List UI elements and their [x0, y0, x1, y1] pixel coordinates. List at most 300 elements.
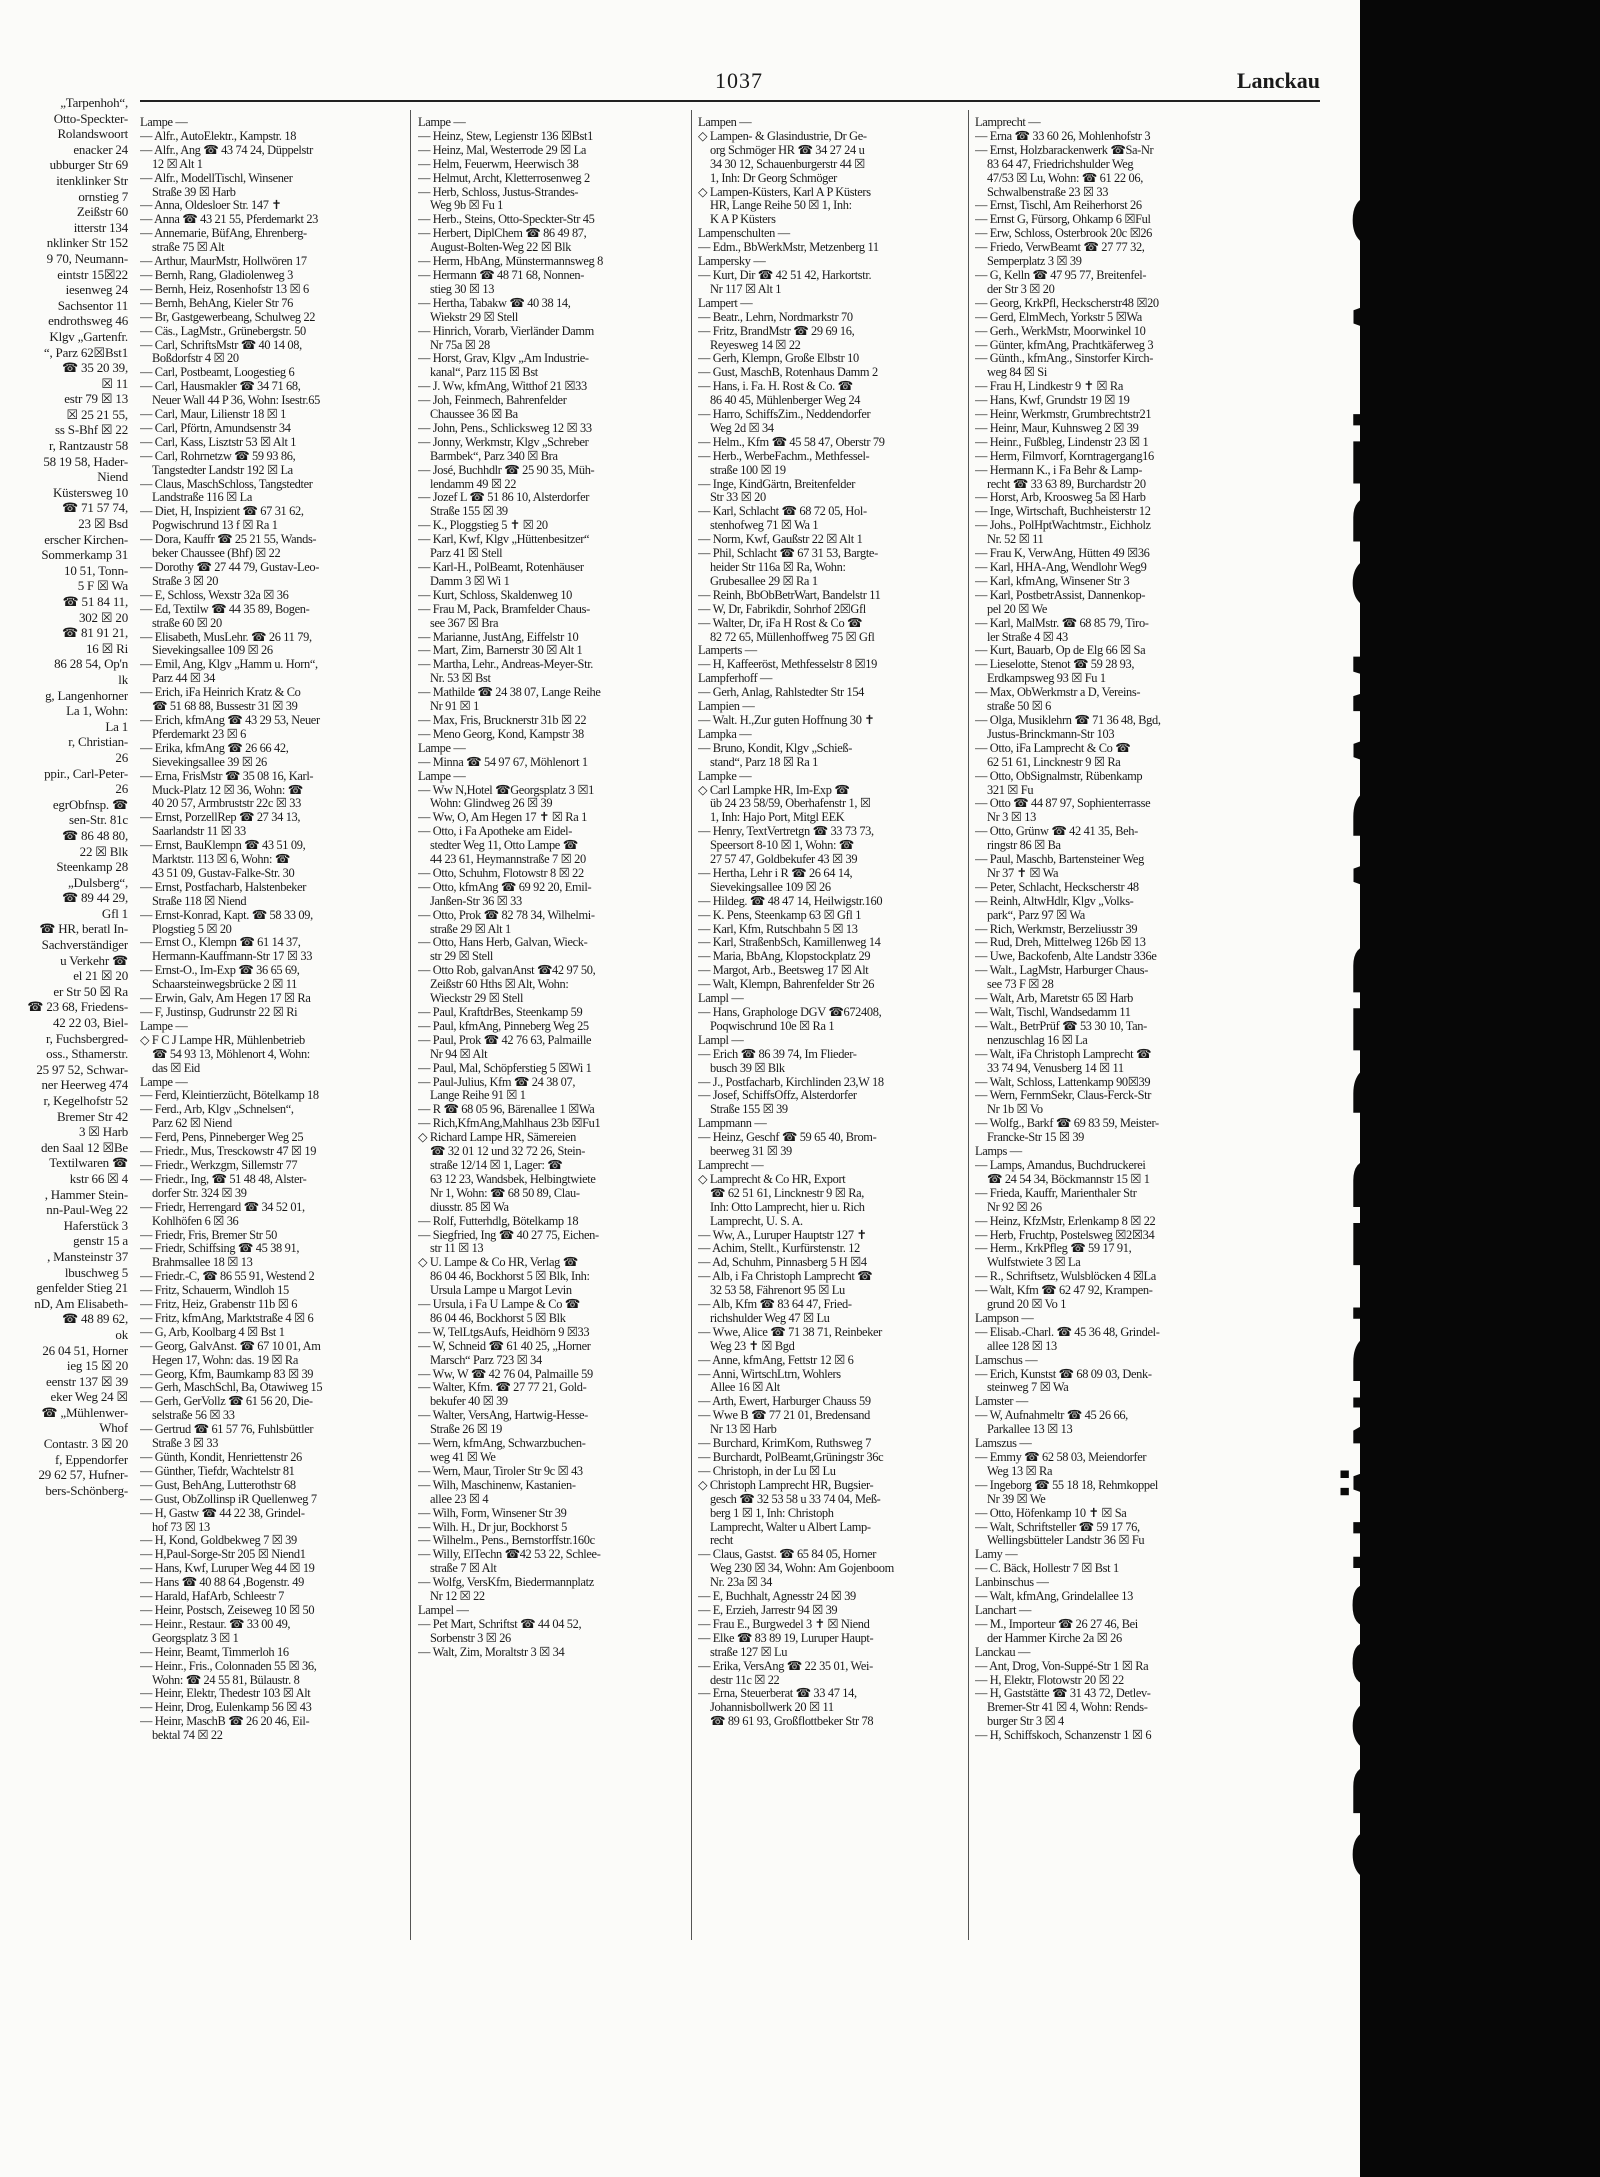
- directory-entry-line: — Frau H, Lindkestr 9 ✝ ☒ Ra: [975, 380, 1123, 394]
- directory-entry-line: — Günth, Kondit, Henriettenstr 26: [140, 1451, 302, 1464]
- directory-entry-line: — Emmy ☎ 62 58 03, Meiendorfer: [975, 1451, 1147, 1464]
- directory-entry-line: — Bernh, BehAng, Kieler Str 76: [140, 296, 293, 310]
- directory-entry-line: — Paul, Prok ☎ 42 76 63, Palmaille: [418, 1033, 592, 1047]
- directory-entry-line: — Ingeborg ☎ 55 18 18, Rehmkoppel: [975, 1478, 1158, 1492]
- surname-heading: Lampka —: [698, 727, 752, 741]
- edge-text-line: Niend: [97, 469, 128, 485]
- directory-entry-line: — Helm, Feuerwm, Heerwisch 38: [418, 157, 579, 171]
- directory-entry-line: 86 04 46, Bockhorst 5 ☒ Blk, Inh:: [430, 1270, 590, 1284]
- directory-entry-line: der Hammer Kirche 2a ☒ 26: [987, 1631, 1122, 1645]
- directory-entry-line: Wohn: Glindweg 26 ☒ 39: [430, 797, 553, 811]
- edge-text-line: La 1: [105, 718, 128, 734]
- directory-entry-line: 321 ☒ Fu: [987, 783, 1034, 797]
- running-head: Lanckau: [1236, 68, 1320, 93]
- edge-text-line: ☒ 25 21 55,: [66, 406, 128, 422]
- edge-text-line: itenklinker Str: [56, 172, 128, 188]
- directory-entry-line: — Karl, Kwf, Klgv „Hüttenbesitzer“: [418, 533, 590, 547]
- directory-entry-line: — Karl, Kfm, Rutschbahn 5 ☒ 13: [698, 922, 858, 936]
- directory-entry-line: Nr. 52 ☒ 11: [987, 533, 1044, 547]
- edge-text-line: Rolandswoort: [57, 126, 128, 142]
- directory-entry-line: Schwalbenstraße 23 ☒ 33: [987, 185, 1109, 199]
- surname-heading: Lamy —: [975, 1548, 1018, 1562]
- edge-text-line: 23 ☒ Bsd: [78, 516, 128, 532]
- directory-entry-line: Damm 3 ☒ Wi 1: [430, 574, 510, 588]
- edge-text-line: ☎ 48 89 62,: [62, 1311, 128, 1327]
- directory-entry-line: — Ed, Textilw ☎ 44 35 89, Bogen-: [140, 602, 310, 616]
- directory-entry-line: Nr 75a ☒ 28: [430, 338, 490, 352]
- directory-entry-line: bektal 74 ☒ 22: [152, 1729, 223, 1743]
- edge-text-line: Bremer Str 42: [56, 1108, 128, 1124]
- directory-entry-line: — Elisabeth, MusLehr. ☎ 26 11 79,: [140, 630, 312, 644]
- directory-entry-line: straße 12/14 ☒ 1, Lager: ☎: [430, 1158, 563, 1172]
- directory-entry-line: Parz 62 ☒ Niend: [152, 1117, 232, 1131]
- directory-entry-line: — Peter, Schlacht, Heckscherstr 48: [975, 880, 1139, 894]
- edge-text-line: Küstersweg 10: [52, 484, 128, 500]
- directory-entry-line: Parz 44 ☒ 34: [152, 672, 215, 686]
- edge-text-line: ok: [115, 1326, 128, 1342]
- scan-border: [1360, 0, 1600, 2177]
- edge-text-line: 302 ☒ 20: [78, 609, 128, 625]
- directory-entry-line: — Walt, kfmAng, Grindelallee 13: [975, 1590, 1133, 1604]
- directory-entry-line: lendamm 49 ☒ 22: [430, 477, 517, 491]
- directory-entry-line: — Carl, Postbeamt, Loogestieg 6: [140, 366, 295, 380]
- edge-text-line: sen-Str. 81c: [69, 812, 128, 828]
- directory-entry-line: Brahmsallee 18 ☒ 13: [152, 1256, 253, 1270]
- directory-entry-line: str 11 ☒ 13: [430, 1242, 484, 1256]
- edge-text-line: ☎ 51 84 11,: [62, 594, 128, 609]
- directory-entry-line: — Hermann ☎ 48 71 68, Nonnen-: [418, 268, 584, 282]
- edge-text-line: iesenweg 24: [65, 282, 128, 298]
- directory-entry-line: Ursula Lampe u Margot Levin: [430, 1284, 572, 1298]
- directory-entry-line: — Ernst-Konrad, Kapt. ☎ 58 33 09,: [140, 908, 313, 922]
- directory-entry-line: Lamprecht, Walter u Albert Lamp-: [710, 1520, 871, 1534]
- directory-entry-line: — Hans, i. Fa. H. Rost & Co. ☎: [698, 380, 853, 394]
- directory-entry-line: — Ww, A., Luruper Hauptstr 127 ✝: [698, 1228, 867, 1242]
- edge-text-line: 29 62 57, Hufner-: [38, 1467, 128, 1483]
- directory-entry-line: — Max, ObWerkmstr a D, Vereins-: [975, 686, 1141, 700]
- edge-text-line: eintstr 15☒22: [57, 266, 128, 282]
- directory-entry-line: — W, Dr, Fabrikdir, Sohrhof 2☒Gfl: [698, 602, 866, 616]
- edge-text-line: r, Kegelhofstr 52: [43, 1093, 128, 1108]
- directory-entry-line: — Georg, KrkPfl, Heckscherstr48 ☒20: [975, 296, 1159, 310]
- previous-page-edge: [0, 95, 128, 1950]
- directory-entry-line: — W, TelLtgsAufs, Heidhörn 9 ☒33: [418, 1325, 590, 1339]
- directory-entry-line: — J., Postfacharb, Kirchlinden 23,W 18: [698, 1075, 884, 1089]
- directory-entry-line: — Uwe, Backofenb, Alte Landstr 336e: [975, 950, 1157, 964]
- directory-entry-line: — Otto, Höfenkamp 10 ✝ ☒ Sa: [975, 1506, 1127, 1520]
- edge-text-line: r, Fuchsbergred-: [46, 1030, 128, 1046]
- edge-text-line: Gfl 1: [101, 905, 128, 921]
- directory-entry-line: 27 57 47, Goldbekufer 43 ☒ 39: [710, 853, 858, 867]
- directory-entry-line: — Anne, kfmAng, Fettstr 12 ☒ 6: [698, 1353, 854, 1367]
- edge-text-line: 86 28 54, Op'n: [54, 656, 128, 672]
- directory-entry-line: — Alb, i Fa Christoph Lamprecht ☎: [698, 1270, 873, 1284]
- surname-heading: Lampert —: [698, 296, 753, 310]
- directory-entry-line: weg 41 ☒ We: [430, 1451, 496, 1464]
- surname-heading: Lamszus —: [975, 1437, 1032, 1451]
- directory-entry-line: — Burchard, KrimKom, Ruthsweg 7: [698, 1437, 871, 1451]
- directory-entry-line: 12 ☒ Alt 1: [152, 157, 203, 171]
- directory-entry-line: Hermann-Kauffmann-Str 17 ☒ 33: [152, 950, 313, 964]
- directory-entry-line: — Anni, WirtschLtrn, Wohlers: [698, 1367, 841, 1381]
- edge-text-line: Haferstück 3: [63, 1217, 128, 1233]
- directory-entry-line: Nr 39 ☒ We: [987, 1492, 1046, 1506]
- directory-entry-line: Sievekingsallee 39 ☒ 26: [152, 755, 267, 769]
- directory-entry-line: — Bernh, Heiz, Rosenhofstr 13 ☒ 6: [140, 282, 309, 296]
- directory-entry-line: — Ernst, Holzbarackenwerk ☎Sa-Nr: [975, 143, 1154, 157]
- directory-entry-line: — Walt., LagMstr, Harburger Chaus-: [975, 964, 1149, 978]
- directory-entry-line: 1, Inh: Hajo Port, Mitgl EEK: [710, 811, 845, 825]
- directory-entry-line: — Pet Mart, Schriftst ☎ 44 04 52,: [418, 1617, 582, 1631]
- directory-entry-line: stand“, Parz 18 ☒ Ra 1: [710, 755, 819, 769]
- directory-entry-line: — W, Schneid ☎ 61 40 25, „Horner: [418, 1339, 591, 1353]
- directory-entry-line: — Margot, Arb., Beetsweg 17 ☒ Alt: [698, 964, 869, 978]
- directory-entry-line: — Gerh, GerVollz ☎ 61 56 20, Die-: [140, 1395, 313, 1409]
- directory-entry-line: Straße 155 ☒ 39: [430, 505, 508, 519]
- surname-heading: Lamprecht —: [698, 1158, 764, 1172]
- directory-entry-line: — Wolfg, VersKfm, Biedermannplatz: [418, 1576, 594, 1590]
- edge-text-line: r, Rantzaustr 58: [49, 438, 128, 454]
- directory-entry-line: — Gerh, MaschSchl, Ba, Otawiweg 15: [140, 1381, 323, 1395]
- directory-entry-line: — Cäs., LagMstr., Grünebergstr. 50: [140, 324, 306, 338]
- directory-entry-line: 43 51 09, Gustav-Falke-Str. 30: [152, 866, 295, 880]
- directory-entry-line: 86 40 45, Mühlenberger Weg 24: [710, 394, 861, 408]
- surname-heading: Lampe —: [418, 741, 466, 755]
- directory-entry-line: — G, Kelln ☎ 47 95 77, Breitenfel-: [975, 268, 1147, 282]
- directory-entry-line: diusstr. 85 ☒ Wa: [430, 1200, 509, 1214]
- directory-entry-line: Neuer Wall 44 P 36, Wohn: Isestr.65: [152, 394, 320, 408]
- directory-entry-line: Wohn: ☎ 24 55 81, Bülaustr. 8: [152, 1673, 300, 1687]
- directory-entry-line: — Fritz, Schauerm, Windloh 15: [140, 1284, 289, 1298]
- edge-text-line: Otto-Speckter-: [53, 110, 128, 126]
- directory-entry-line: Nr 1, Wohn: ☎ 68 50 89, Clau-: [430, 1186, 580, 1200]
- directory-entry-line: Tangstedter Landstr 192 ☒ La: [152, 463, 293, 477]
- directory-entry-line: — Rud, Dreh, Mittelweg 126b ☒ 13: [975, 936, 1146, 950]
- edge-text-line: enacker 24: [73, 141, 128, 157]
- directory-entry-line: Nr. 53 ☒ Bst: [430, 672, 491, 686]
- edge-text-line: ieg 15 ☒ 20: [66, 1358, 128, 1374]
- directory-entry-line: ☎ 54 93 13, Möhlenort 4, Wohn:: [152, 1047, 310, 1061]
- directory-entry-line: stenhofweg 71 ☒ Wa 1: [710, 519, 819, 533]
- directory-entry-line: — H, Elektr, Flotowstr 20 ☒ 22: [975, 1673, 1124, 1687]
- surname-heading: Lampe —: [140, 1075, 188, 1089]
- directory-entry-line: — Friedr.-C, ☎ 86 55 91, Westend 2: [140, 1270, 315, 1284]
- directory-entry-line: — Carl, Maur, Lilienstr 18 ☒ 1: [140, 408, 287, 422]
- directory-entry-line: straße 29 ☒ Alt 1: [430, 922, 511, 936]
- directory-entry-line: ☎ 62 51 61, Lincknestr 9 ☒ Ra,: [710, 1186, 865, 1200]
- directory-entry-line: — Frau K, VerwAng, Hütten 49 ☒36: [975, 547, 1150, 561]
- edge-text-line: „Dulsberg“,: [67, 874, 128, 890]
- directory-entry-line: — Georg, Kfm, Baumkamp 83 ☒ 39: [140, 1367, 314, 1381]
- directory-entry-line: — Walt, Schloss, Lattenkamp 90☒39: [975, 1075, 1151, 1089]
- directory-entry-line: — Inge, Wirtschaft, Buchheisterstr 12: [975, 505, 1151, 519]
- directory-entry-line: Schaarsteinwegsbrücke 2 ☒ 11: [152, 978, 298, 992]
- directory-entry-line: — Paul, kfmAng, Pinneberg Weg 25: [418, 1019, 589, 1033]
- directory-entry-line: — Erika, kfmAng ☎ 26 66 42,: [140, 741, 289, 755]
- directory-entry-line: — Friedr, Schiffsing ☎ 45 38 91,: [140, 1242, 300, 1256]
- directory-entry-line: — Harald, HafArb, Schleestr 7: [140, 1590, 284, 1604]
- directory-entry-line: org Schmöger HR ☎ 34 27 24 u: [710, 143, 865, 157]
- edge-text-line: 9 70, Neumann-: [46, 250, 128, 266]
- directory-entry-line: — Hinrich, Vorarb, Vierländer Damm: [418, 324, 594, 338]
- directory-entry-line: — H, Kond, Goldbekweg 7 ☒ 39: [140, 1534, 297, 1548]
- directory-entry-line: — H, Schiffskoch, Schanzenstr 1 ☒ 6: [975, 1729, 1152, 1743]
- directory-entry-line: — Günther, Tiefdr, Wachtelstr 81: [140, 1464, 295, 1478]
- directory-entry-line: — Otto, Schuhm, Flotowstr 8 ☒ 22: [418, 866, 584, 880]
- directory-entry-line: — Frau M, Pack, Bramfelder Chaus-: [418, 602, 590, 616]
- directory-entry-line: — Emil, Ang, Klgv „Hamm u. Horn“,: [140, 658, 318, 672]
- edge-text-line: lbuschweg 5: [64, 1264, 128, 1280]
- directory-entry-line: steinweg 7 ☒ Wa: [987, 1381, 1069, 1395]
- directory-entry-line: Weg 13 ☒ Ra: [987, 1464, 1053, 1478]
- directory-entry-line: Nr 37 ✝ ☒ Wa: [987, 866, 1059, 880]
- directory-entry-line: — Burchardt, PolBeamt,Grüningstr 36c: [698, 1451, 884, 1464]
- directory-entry-line: — Wern, FernmSekr, Claus-Ferck-Str: [975, 1089, 1151, 1103]
- edge-text-line: lk: [118, 671, 128, 687]
- directory-entry-line: — Walt, iFa Christoph Lamprecht ☎: [975, 1047, 1152, 1061]
- directory-entry-line: — Ferd, Kleintierzücht, Bötelkamp 18: [140, 1089, 319, 1103]
- directory-entry-line: bekufer 40 ☒ 39: [430, 1395, 508, 1409]
- directory-entry-line: Semperplatz 3 ☒ 39: [987, 255, 1082, 269]
- directory-entry-line: — Josef, SchiffsOffz, Alsterdorfer: [698, 1089, 857, 1103]
- directory-entry-line: — Frau E., Burgwedel 3 ✝ ☒ Niend: [698, 1617, 870, 1631]
- directory-entry-line: Weg 230 ☒ 34, Wohn: Am Gojenboom: [710, 1562, 894, 1576]
- directory-entry-line: — Rich,KfmAng,Mahlhaus 23b ☒Fu1: [418, 1117, 601, 1131]
- directory-entry-line: — Heinr., Fußbleg, Lindenstr 23 ☒ 1: [975, 435, 1149, 449]
- directory-entry-line: Wieckstr 29 ☒ Stell: [430, 992, 524, 1006]
- directory-entry-line: Grubesallee 29 ☒ Ra 1: [710, 574, 818, 588]
- directory-entry-line: straße 127 ☒ Lu: [710, 1645, 788, 1659]
- directory-entry-line: — Reinh, BbObBetrWart, Bandelstr 11: [698, 588, 881, 602]
- directory-entry-line: — Kurt, Bauarb, Op de Elg 66 ☒ Sa: [975, 644, 1146, 658]
- edge-text-line: 5 F ☒ Wa: [77, 578, 128, 594]
- directory-entry-line: straße 75 ☒ Alt: [152, 241, 225, 255]
- directory-entry-line: nenzuschlag 16 ☒ La: [987, 1033, 1088, 1047]
- directory-entry-line: — Wwe, Alice ☎ 71 38 71, Reinbeker: [698, 1325, 882, 1339]
- directory-entry-line: — Heinr, Drog, Eulenkamp 56 ☒ 43: [140, 1701, 312, 1715]
- directory-entry-line: 44 23 61, Heymannstraße 7 ☒ 20: [430, 853, 586, 867]
- directory-entry-line: 32 53 58, Fährenort 95 ☒ Lu: [710, 1284, 845, 1298]
- directory-entry-line: — K. Pens, Steenkamp 63 ☒ Gfl 1: [698, 908, 862, 922]
- directory-entry-line: — E, Buchhalt, Agnesstr 24 ☒ 39: [698, 1590, 856, 1604]
- directory-entry-line: — Mart, Zim, Barnerstr 30 ☒ Alt 1: [418, 644, 583, 658]
- directory-entry-line: — Walt. H.,Zur guten Hoffnung 30 ✝: [698, 713, 875, 727]
- directory-entry-line: — R ☎ 68 05 96, Bärenallee 1 ☒Wa: [418, 1103, 595, 1117]
- directory-entry-line: — Helmut, Archt, Kletterrosenweg 2: [418, 171, 590, 185]
- directory-entry-line: — Claus, MaschSchloss, Tangstedter: [140, 477, 313, 491]
- directory-entry-line: — Ww, O, Am Hegen 17 ✝ ☒ Ra 1: [418, 811, 587, 825]
- directory-entry-line: Landstraße 116 ☒ La: [152, 491, 252, 505]
- directory-entry-line: — José, Buchhdlr ☎ 25 90 35, Müh-: [418, 463, 595, 477]
- directory-column-4: [975, 116, 1241, 1946]
- directory-entry-line: — Karl, HHA-Ang, Wendlohr Weg9: [975, 561, 1147, 574]
- edge-text-line: Zeißstr 60: [76, 204, 128, 220]
- directory-entry-line: — Harro, SchiffsZim., Neddendorfer: [698, 408, 871, 422]
- directory-entry-line: Saarlandstr 11 ☒ 33: [152, 825, 246, 839]
- directory-entry-line: heider Str 116a ☒ Ra, Wohn:: [710, 561, 846, 574]
- directory-entry-line: — H,Paul-Sorge-Str 205 ☒ Niend1: [140, 1548, 306, 1562]
- edge-text-line: bers-Schönberg-: [45, 1482, 128, 1498]
- directory-entry-line: — Friedr., Ing, ☎ 51 48 48, Alster-: [140, 1172, 307, 1186]
- directory-entry-line: ◇ U. Lampe & Co HR, Verlag ☎: [418, 1256, 578, 1270]
- edge-text-line: 26: [115, 749, 128, 765]
- directory-entry-line: Boßdorfstr 4 ☒ 20: [152, 352, 239, 366]
- directory-entry-line: — Erna ☎ 33 60 26, Mohlenhofstr 3: [975, 129, 1151, 143]
- directory-entry-line: — Heinz, Stew, Legienstr 136 ☒Bst1: [418, 129, 593, 143]
- directory-entry-line: 33 74 94, Venusberg 14 ☒ 11: [987, 1061, 1124, 1075]
- directory-entry-line: Bremer-Str 41 ☒ 4, Wohn: Rends-: [987, 1701, 1148, 1715]
- directory-entry-line: Plogstieg 5 ☒ 20: [152, 922, 232, 936]
- surname-heading: Lampe —: [418, 116, 466, 129]
- surname-heading: Lampl —: [698, 1033, 744, 1047]
- directory-entry-line: — Carl, Hausmakler ☎ 34 71 68,: [140, 380, 301, 394]
- directory-entry-line: — Alfr., Ang ☎ 43 74 24, Düppelstr: [140, 143, 313, 157]
- edge-text-line: ☎ 86 48 80,: [62, 827, 128, 843]
- directory-entry-line: Pogwischrund 13 f ☒ Ra 1: [152, 519, 278, 533]
- directory-entry-line: destr 11c ☒ 22: [710, 1673, 780, 1687]
- directory-entry-line: — Wern, kfmAng, Schwarzbuchen-: [418, 1437, 586, 1451]
- directory-entry-line: — Heinr., Restaur. ☎ 33 00 49,: [140, 1617, 291, 1631]
- directory-entry-line: Georgsplatz 3 ☒ 1: [152, 1631, 239, 1645]
- directory-entry-line: — Fritz, BrandMstr ☎ 29 69 16,: [698, 324, 855, 338]
- edge-text-line: “, Parz 62☒Bst1: [43, 344, 128, 360]
- directory-entry-line: — Ernst G, Fürsorg, Ohkamp 6 ☒Ful: [975, 213, 1151, 227]
- directory-entry-line: Erdkampsweg 93 ☒ Fu 1: [987, 672, 1106, 686]
- directory-entry-line: Marktstr. 113 ☒ 6, Wohn: ☎: [152, 853, 290, 867]
- directory-entry-line: Zeißstr 60 Hths ☒ Alt, Wohn:: [430, 978, 569, 992]
- directory-entry-line: — Walter, VersAng, Hartwig-Hesse-: [418, 1409, 588, 1423]
- directory-entry-line: — G, Arb, Koolbarg 4 ☒ Bst 1: [140, 1325, 285, 1339]
- directory-entry-line: — C. Bäck, Hollestr 7 ☒ Bst 1: [975, 1562, 1119, 1576]
- directory-entry-line: grund 20 ☒ Vo 1: [987, 1298, 1067, 1312]
- directory-entry-line: — R., Schriftsetz, Wulsblöcken 4 ☒La: [975, 1270, 1156, 1284]
- surname-heading: Lampien —: [698, 700, 755, 714]
- directory-entry-line: Muck-Platz 12 ☒ 36, Wohn: ☎: [152, 783, 303, 797]
- directory-entry-line: straße 50 ☒ 6: [987, 700, 1052, 714]
- directory-entry-line: Straße 3 ☒ 33: [152, 1437, 219, 1451]
- directory-entry-line: üb 24 23 58/59, Oberhafenstr 1, ☒: [710, 797, 871, 811]
- directory-entry-line: — Herm, HbAng, Münstermannsweg 8: [418, 255, 603, 269]
- directory-entry-line: — Annemarie, BüfAng, Ehrenberg-: [140, 227, 307, 241]
- directory-entry-line: — Br, Gastgewerbeang, Schulweg 22: [140, 310, 316, 324]
- directory-entry-line: — Wilh, Maschinenw, Kastanien-: [418, 1478, 576, 1492]
- edge-text-line: g, Langenhorner: [45, 687, 128, 703]
- edge-text-line: kstr 66 ☒ 4: [69, 1170, 128, 1186]
- directory-entry-line: — Walt, Schriftsteller ☎ 59 17 76,: [975, 1520, 1140, 1534]
- directory-entry-line: — Mathilde ☎ 24 38 07, Lange Reihe: [418, 686, 601, 700]
- directory-entry-line: — Bernh, Rang, Gladiolenweg 3: [140, 268, 293, 282]
- directory-entry-line: — Heinr, MaschB ☎ 26 20 46, Eil-: [140, 1715, 310, 1729]
- directory-entry-line: — Friedr., Werkzgm, Sillemstr 77: [140, 1158, 298, 1172]
- directory-entry-line: — Willy, ElTechn ☎42 53 22, Schlee-: [418, 1548, 601, 1562]
- directory-entry-line: 34 30 12, Schauenburgerstr 44 ☒: [710, 157, 865, 171]
- directory-entry-line: Sievekingsallee 109 ☒ 26: [152, 644, 273, 658]
- directory-entry-line: stieg 30 ☒ 13: [430, 282, 495, 296]
- directory-entry-line: Nr 13 ☒ Harb: [710, 1423, 777, 1437]
- directory-entry-line: — Hildeg. ☎ 48 47 14, Heilwigstr.160: [698, 894, 883, 908]
- surname-heading: Lampel —: [418, 1603, 469, 1617]
- directory-entry-line: Johannisbollwerk 20 ☒ 11: [710, 1701, 834, 1715]
- edge-text-line: , Mansteinstr 37: [47, 1248, 128, 1264]
- directory-entry-line: — Frieda, Kauffr, Marienthaler Str: [975, 1186, 1137, 1200]
- directory-entry-line: — Wwe B ☎ 77 21 01, Bredensand: [698, 1409, 870, 1423]
- directory-entry-line: — Carl, Kass, Lisztstr 53 ☒ Alt 1: [140, 435, 297, 449]
- directory-entry-line: — Erna, Steuerberat ☎ 33 47 14,: [698, 1687, 857, 1701]
- edge-text-line: 25 97 52, Schwar-: [36, 1061, 128, 1077]
- directory-entry-line: — Walt, Tischl, Wandsedamm 11: [975, 1006, 1131, 1019]
- directory-entry-line: — Gerd, ElmMech, Yorkstr 5 ☒Wa: [975, 310, 1142, 324]
- directory-entry-line: — Herbert, DiplChem ☎ 86 49 87,: [418, 227, 587, 241]
- directory-entry-line: Chaussee 36 ☒ Ba: [430, 408, 518, 422]
- directory-entry-line: — M., Importeur ☎ 26 27 46, Bei: [975, 1617, 1138, 1631]
- directory-column-2: [418, 116, 684, 1946]
- directory-entry-line: — Friedr, Fris, Bremer Str 50: [140, 1228, 277, 1242]
- directory-entry-line: ringstr 86 ☒ Ba: [987, 839, 1061, 853]
- directory-entry-line: — Ferd, Pens, Pinneberger Weg 25: [140, 1131, 304, 1145]
- directory-entry-line: — Georg, GalvAnst. ☎ 67 10 01, Am: [140, 1339, 321, 1353]
- directory-entry-line: — Carl, Rohrnetzw ☎ 59 93 86,: [140, 449, 296, 463]
- directory-entry-line: straße 60 ☒ 20: [152, 616, 222, 630]
- directory-entry-line: — Walt., BetrPrüf ☎ 53 30 10, Tan-: [975, 1019, 1147, 1033]
- surname-heading: Lamps —: [975, 1145, 1022, 1159]
- directory-entry-line: Nr 94 ☒ Alt: [430, 1047, 488, 1061]
- edge-text-line: nD, Am Elisabeth-: [34, 1295, 128, 1311]
- directory-entry-line: — Ferd., Arb, Klgv „Schnelsen“,: [140, 1103, 294, 1117]
- directory-entry-line: — Heinr, Postsch, Zeiseweg 10 ☒ 50: [140, 1603, 315, 1617]
- directory-entry-line: — Jozef L ☎ 51 86 10, Alsterdorfer: [418, 491, 589, 505]
- directory-entry-line: allee 23 ☒ 4: [430, 1492, 489, 1506]
- directory-entry-line: — Friedr., Mus, Tresckowstr 47 ☒ 19: [140, 1145, 317, 1159]
- directory-entry-line: richshulder Weg 47 ☒ Lu: [710, 1311, 830, 1325]
- edge-text-line: 58 19 58, Hader-: [43, 453, 128, 469]
- directory-entry-line: — Arthur, MaurMstr, Hollwören 17: [140, 255, 307, 269]
- surname-heading: Lanbinschus —: [975, 1576, 1049, 1590]
- directory-entry-line: hof 73 ☒ 13: [152, 1520, 210, 1534]
- directory-entry-line: gesch ☎ 32 53 58 u 33 74 04, Meß-: [710, 1492, 881, 1506]
- directory-entry-line: Straße 39 ☒ Harb: [152, 185, 236, 199]
- directory-entry-line: — Wilh, Form, Winsener Str 39: [418, 1506, 567, 1520]
- directory-entry-line: — Herb., WerbeFachm., Methfessel-: [698, 449, 870, 463]
- directory-entry-line: str 29 ☒ Stell: [430, 950, 494, 964]
- directory-entry-line: kanal“, Parz 115 ☒ Bst: [430, 366, 538, 380]
- directory-entry-line: — Martha, Lehr., Andreas-Meyer-Str.: [418, 658, 594, 672]
- edge-text-line: 22 ☒ Blk: [79, 843, 128, 859]
- directory-entry-line: — Rolf, Futterhdlg, Bötelkamp 18: [418, 1214, 579, 1228]
- surname-heading: Lanckau —: [975, 1645, 1030, 1659]
- directory-entry-line: — Elisab.-Charl. ☎ 45 36 48, Grindel-: [975, 1325, 1160, 1339]
- directory-entry-line: ◇ Carl Lampke HR, Im-Exp ☎: [698, 783, 850, 797]
- edge-text-line: f, Eppendorfer: [55, 1451, 128, 1467]
- directory-entry-line: — Helm., Kfm ☎ 45 58 47, Oberstr 79: [698, 435, 885, 449]
- directory-entry-line: Straße 26 ☒ 19: [430, 1423, 502, 1437]
- page-header: [140, 68, 1320, 100]
- directory-entry-line: — Erika, VersAng ☎ 22 35 01, Wei-: [698, 1659, 873, 1673]
- directory-entry-line: 1, Inh: Dr Georg Schmöger: [710, 171, 837, 185]
- directory-entry-line: — Joh, Feinmech, Bahrenfelder: [418, 394, 567, 408]
- directory-entry-line: — H, Gastw ☎ 44 22 38, Grindel-: [140, 1506, 305, 1520]
- directory-entry-line: — Heinz, KfzMstr, Erlenkamp 8 ☒ 22: [975, 1214, 1156, 1228]
- edge-text-line: ☎ 81 91 21,: [62, 625, 128, 641]
- directory-entry-line: 47/53 ☒ Lu, Wohn: ☎ 61 22 06,: [987, 171, 1143, 185]
- edge-text-line: 26: [115, 781, 128, 797]
- directory-entry-line: Inh: Otto Lamprecht, hier u. Rich: [710, 1200, 865, 1214]
- directory-entry-line: 63 12 23, Wandsbek, Helbingtwiete: [430, 1172, 596, 1186]
- directory-entry-line: — Ad, Schuhm, Pinnasberg 5 H ☒4: [698, 1256, 867, 1270]
- edge-text-line: ☎ 71 57 74,: [62, 500, 128, 516]
- directory-entry-line: — Olga, Musiklehrn ☎ 71 36 48, Bgd,: [975, 713, 1161, 727]
- directory-entry-line: — Christoph, in der Lu ☒ Lu: [698, 1464, 836, 1478]
- directory-entry-line: — Wilhelm., Pens., Bernstorffstr.160c: [418, 1534, 595, 1548]
